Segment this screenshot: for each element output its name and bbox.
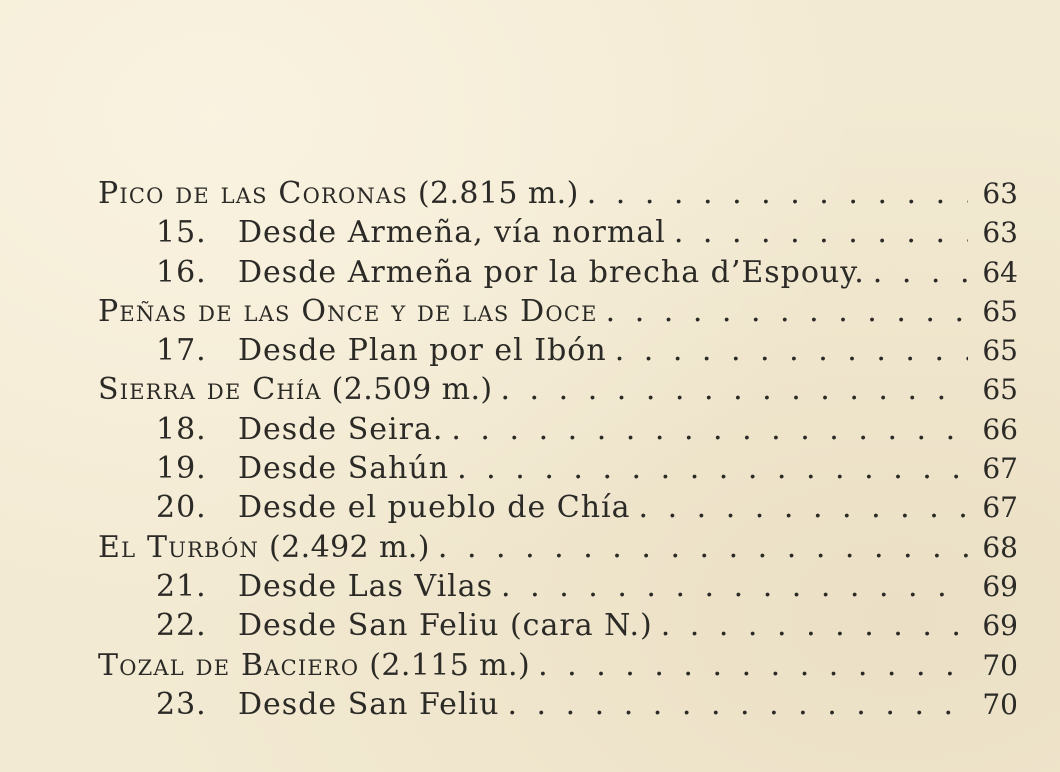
toc-entry-title	[156, 488, 631, 527]
dot-leader	[501, 567, 968, 606]
toc-entry	[98, 567, 1018, 606]
toc-entry-page: 65	[982, 294, 1018, 328]
dot-leader	[639, 488, 968, 527]
toc-entry-name: Desde Las Vilas	[238, 568, 494, 604]
toc-entry-number: 22.	[156, 608, 207, 644]
toc-entry-page: 68	[982, 530, 1018, 564]
toc-entry-name: Desde San Feliu (cara N.)	[238, 608, 653, 644]
toc-entry	[98, 488, 1018, 527]
toc-entry-number: 15.	[156, 215, 207, 251]
toc-entry-name: Desde el pueblo de Chía	[238, 490, 631, 526]
toc-entry-name: Tozal de Baciero	[98, 647, 360, 683]
toc-entry-page: 70	[982, 648, 1018, 682]
dot-leader	[587, 174, 968, 213]
toc-entry-page: 66	[982, 412, 1018, 446]
toc-entry-number: 20.	[156, 490, 207, 526]
toc-entry-name: El Turbón	[98, 529, 260, 565]
toc-entry-title	[98, 646, 530, 685]
toc-entry-number: 16.	[156, 254, 207, 290]
toc-entry	[98, 646, 1018, 685]
toc-entry-page: 65	[982, 334, 1018, 368]
toc-entry	[98, 331, 1018, 370]
toc-entry-name: Sierra de Chía	[98, 372, 322, 408]
table-of-contents	[98, 174, 1018, 724]
toc-entry-altitude: (2.815 m.)	[407, 176, 579, 211]
toc-entry	[98, 410, 1018, 449]
toc-entry-title	[156, 410, 443, 449]
toc-entry-title	[156, 213, 666, 252]
toc-entry	[98, 449, 1018, 488]
toc-entry	[98, 685, 1018, 724]
toc-entry-name: Desde Seira.	[238, 411, 444, 447]
dot-leader	[451, 410, 968, 449]
toc-entry-page: 69	[982, 569, 1018, 603]
dot-leader	[873, 253, 968, 292]
toc-entry-altitude: (2.115 m.)	[359, 647, 531, 683]
toc-entry-name: Desde Armeña, vía normal	[238, 215, 666, 251]
toc-entry	[98, 528, 1018, 567]
dot-leader	[674, 213, 968, 252]
toc-entry-page: 64	[982, 255, 1018, 289]
toc-entry	[98, 213, 1018, 252]
toc-entry-title	[98, 528, 430, 567]
toc-entry-title	[156, 606, 653, 645]
dot-leader	[538, 646, 968, 685]
toc-entry-title	[98, 174, 579, 213]
toc-entry-name: Pico de las Coronas	[98, 176, 408, 211]
toc-entry-page: 67	[982, 491, 1018, 525]
toc-entry-page: 65	[982, 373, 1018, 407]
toc-entry-number: 18.	[156, 411, 207, 447]
toc-entry-altitude: (2.509 m.)	[321, 372, 493, 408]
toc-entry-title	[98, 292, 598, 331]
toc-entry-title	[156, 331, 607, 370]
toc-entry-name: Desde Sahún	[238, 451, 450, 487]
toc-entry-title	[156, 449, 449, 488]
toc-entry	[98, 606, 1018, 645]
toc-entry-page: 70	[982, 687, 1018, 721]
dot-leader	[606, 292, 968, 331]
toc-entry-page: 67	[982, 452, 1018, 486]
dot-leader	[507, 685, 968, 724]
toc-entry-number: 23.	[156, 686, 207, 722]
toc-entry-title	[156, 253, 865, 292]
toc-entry-page: 63	[982, 216, 1018, 250]
toc-entry-number: 19.	[156, 451, 207, 487]
toc-entry	[98, 370, 1018, 409]
toc-entry-page: 63	[982, 177, 1018, 210]
toc-entry-title	[156, 685, 499, 724]
toc-entry-altitude: (2.492 m.)	[259, 529, 430, 565]
toc-entry	[98, 253, 1018, 292]
toc-entry-title	[98, 370, 492, 409]
dot-leader	[615, 331, 968, 370]
toc-entry-name: Desde Plan por el Ibón	[238, 333, 607, 369]
toc-entry-name: Peñas de las Once y de las Doce	[98, 293, 598, 329]
toc-entry-page: 69	[982, 609, 1018, 643]
dot-leader	[661, 606, 968, 645]
toc-entry-number: 17.	[156, 333, 207, 369]
dot-leader	[457, 449, 968, 488]
toc-entry	[98, 292, 1018, 331]
toc-entry-title	[156, 567, 493, 606]
dot-leader	[438, 528, 968, 567]
toc-entry-number: 21.	[156, 568, 207, 604]
dot-leader	[500, 370, 968, 409]
toc-entry	[98, 174, 1018, 213]
toc-entry-name: Desde San Feliu	[238, 686, 500, 722]
toc-entry-name: Desde Armeña por la brecha d’Espouy.	[238, 254, 865, 290]
